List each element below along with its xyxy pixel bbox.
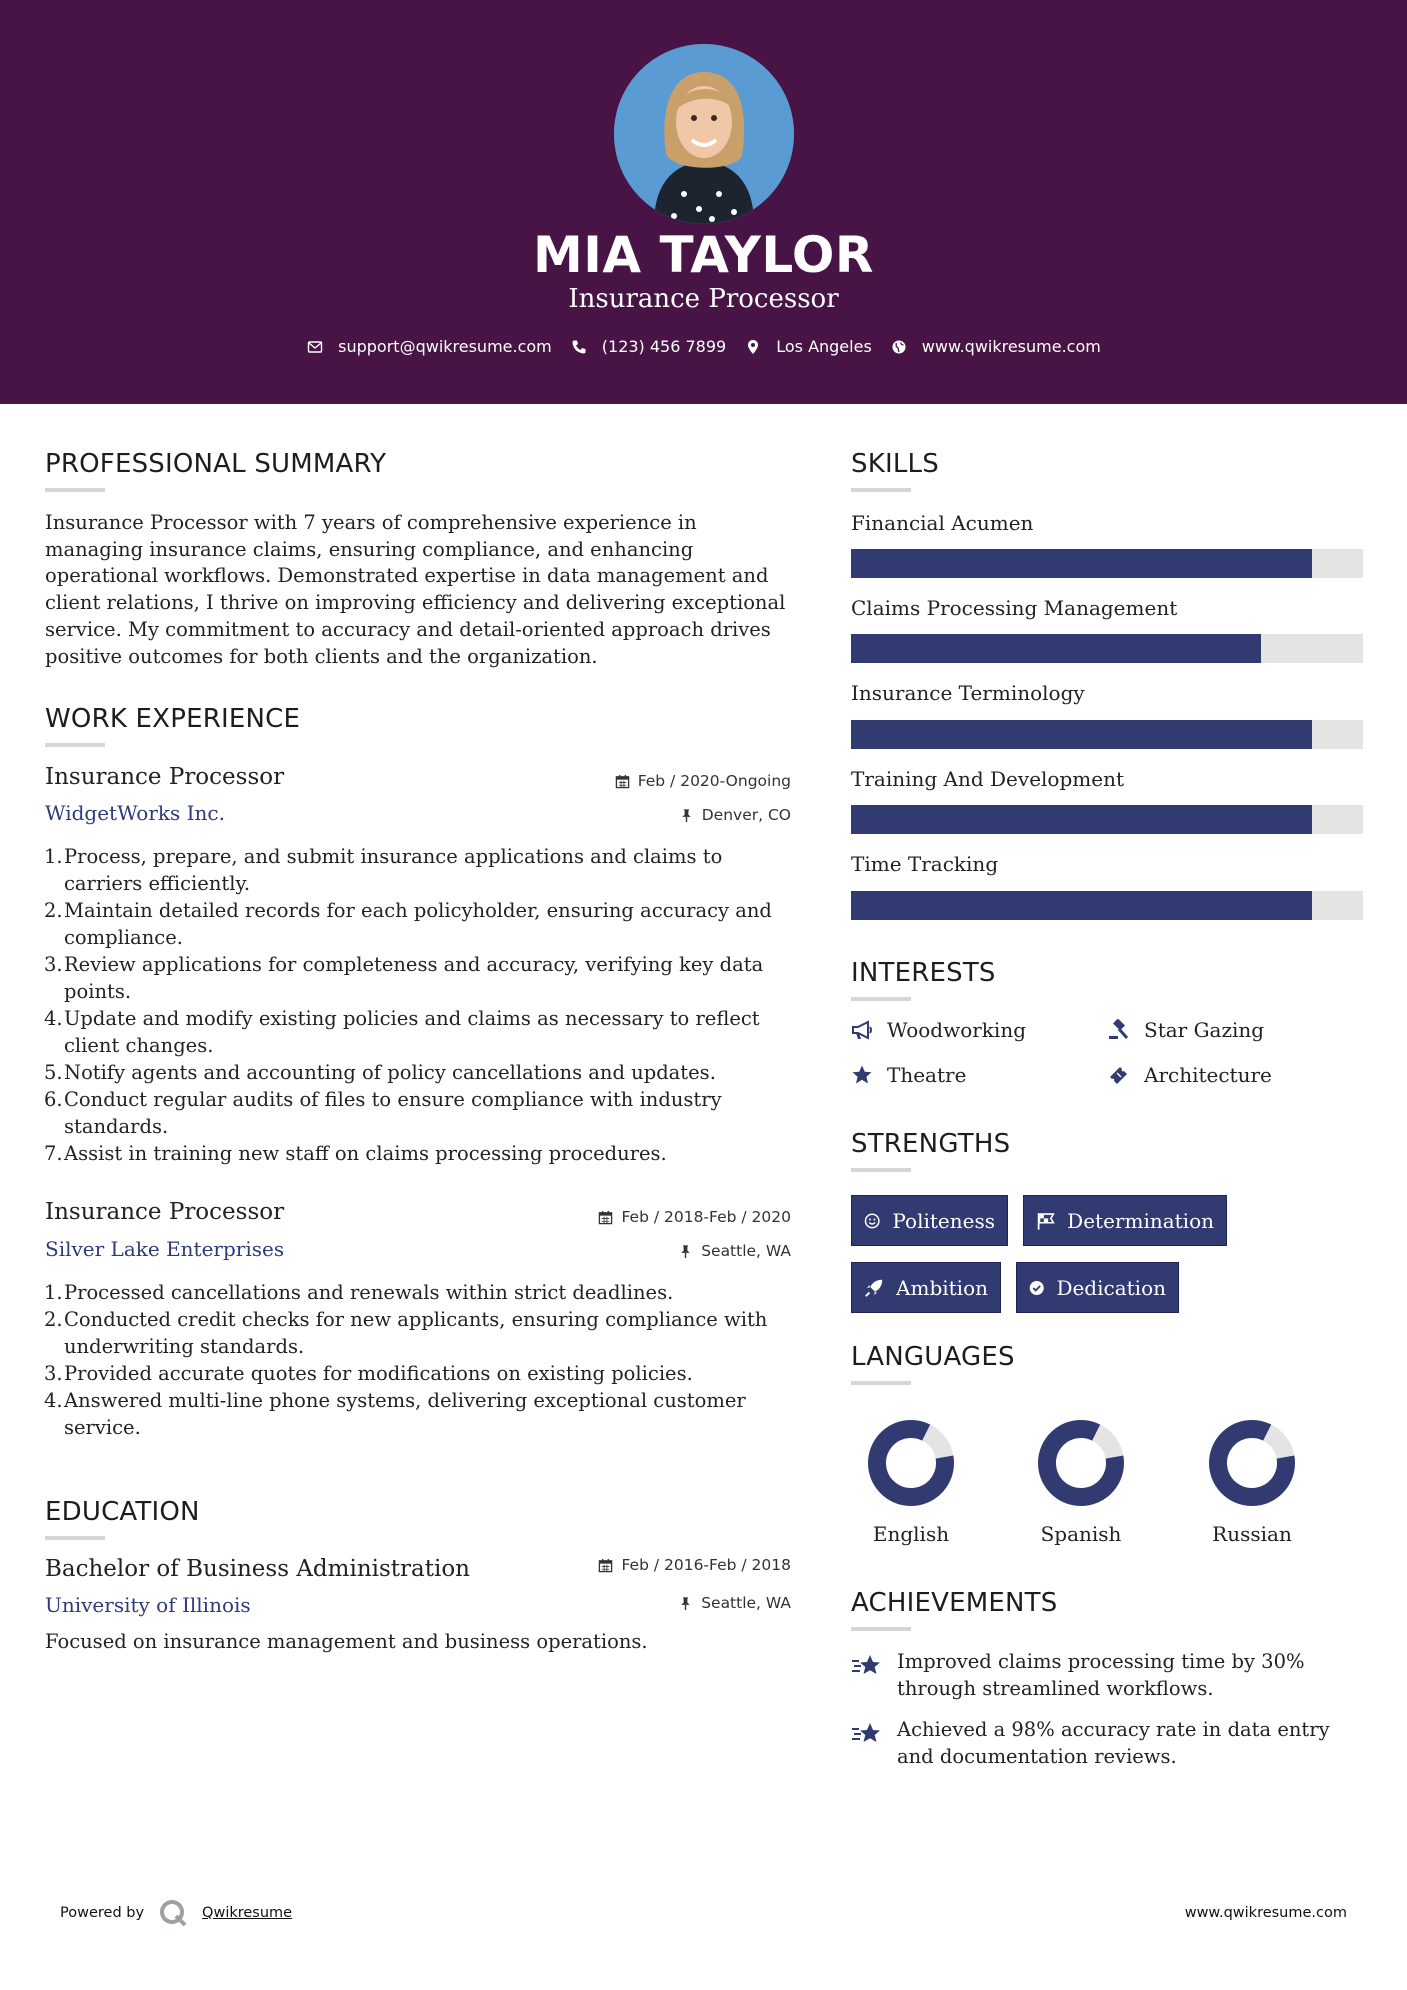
skill-label: Financial Acumen: [851, 511, 1034, 535]
gavel-icon: [1108, 1019, 1130, 1041]
interest-item-star-gazing: Star Gazing: [1108, 1018, 1264, 1042]
skill-bar: [851, 805, 1363, 834]
languages-heading-rule: [851, 1381, 911, 1385]
job-1-location: [679, 806, 791, 824]
contact-website-text: www.qwikresume.com: [921, 337, 1101, 356]
skill-bar-fill: [851, 549, 1312, 578]
job-2-dates: [598, 1208, 791, 1226]
languages-heading: LANGUAGES: [851, 1342, 1015, 1372]
achievement-item: Achieved a 98% accuracy rate in data entry and documentation reviews.: [851, 1716, 1371, 1770]
envelope-icon: [306, 338, 324, 356]
candidate-name: MIA TAYLOR: [533, 226, 874, 284]
qwikresume-link[interactable]: Qwikresume: [202, 1905, 293, 1921]
education-degree: Bachelor of Business Administration: [45, 1556, 470, 1582]
summary-heading-rule: [45, 488, 105, 492]
list-item: 3. Review applications for completeness and accuracy, verifying key data points.: [44, 953, 764, 1003]
contact-email-text: support@qwikresume.com: [338, 337, 552, 356]
skill-bar-fill: [851, 805, 1312, 834]
education-school[interactable]: University of Illinois: [45, 1593, 251, 1617]
list-item: 5. Notify agents and accounting of policy cancellations and updates.: [44, 1061, 716, 1084]
skill-bar: [851, 549, 1363, 578]
skills-heading: SKILLS: [851, 449, 939, 479]
strength-badge-politeness: Politeness: [851, 1195, 1008, 1246]
language-label: Spanish: [1040, 1522, 1122, 1546]
job-1-dates-text: Feb / 2020-Ongoing: [637, 772, 791, 790]
pushpin-icon: [678, 1244, 693, 1259]
job-2-bullets: [45, 1279, 805, 1441]
interest-item-architecture: Architecture: [1108, 1063, 1272, 1087]
job-2-company[interactable]: Silver Lake Enterprises: [45, 1237, 285, 1261]
skill-label: Time Tracking: [851, 852, 999, 876]
pushpin-icon: [679, 808, 694, 823]
shooting-star-icon: [851, 1652, 883, 1682]
list-item: 2. Conducted credit checks for new applicants, ensuring compliance with underwriting standards.: [44, 1308, 768, 1358]
job-2-location: [678, 1242, 791, 1260]
education-dates-text: Feb / 2016-Feb / 2018: [621, 1556, 791, 1574]
list-item: 3. Provided accurate quotes for modifications on existing policies.: [44, 1362, 693, 1385]
skill-bar-fill: [851, 720, 1312, 749]
calendar-icon: [598, 1210, 613, 1225]
skill-label: Claims Processing Management: [851, 596, 1178, 620]
ticket-icon: [1108, 1064, 1130, 1086]
contact-bar: [0, 337, 1407, 356]
education-note: Focused on insurance management and business operations.: [45, 1630, 648, 1653]
achievements-heading-rule: [851, 1627, 911, 1631]
skill-bar: [851, 634, 1363, 663]
calendar-icon: [598, 1558, 613, 1573]
job-2-title: Insurance Processor: [45, 1199, 285, 1225]
candidate-role: Insurance Processor: [568, 284, 839, 314]
qwikresume-logo-icon: [158, 1898, 188, 1928]
job-1-bullets: [45, 843, 805, 1167]
strengths-heading: STRENGTHS: [851, 1129, 1011, 1159]
resume-header: [0, 0, 1407, 404]
contact-phone-text: (123) 456 7899: [601, 337, 727, 356]
language-label: English: [872, 1522, 950, 1546]
job-1-dates: [615, 772, 791, 790]
language-proficiency-donut: [866, 1418, 956, 1508]
achievement-item: Improved claims processing time by 30% through streamlined workflows.: [851, 1648, 1371, 1702]
job-2-dates-text: Feb / 2018-Feb / 2020: [621, 1208, 791, 1226]
list-item: 4. Answered multi-line phone systems, delivering exceptional customer service.: [44, 1389, 746, 1439]
experience-heading: WORK EXPERIENCE: [45, 704, 301, 734]
interests-heading-rule: [851, 997, 911, 1001]
summary-heading: PROFESSIONAL SUMMARY: [45, 449, 387, 479]
list-item: 6. Conduct regular audits of files to ensure compliance with industry standards.: [44, 1088, 722, 1138]
check-circle-icon: [1029, 1277, 1044, 1299]
calendar-icon: [615, 774, 630, 789]
skill-bar-fill: [851, 634, 1261, 663]
footer-website[interactable]: www.qwikresume.com: [1184, 1905, 1347, 1921]
rocket-icon: [864, 1277, 884, 1299]
education-heading: EDUCATION: [45, 1497, 200, 1527]
job-2-location-text: Seattle, WA: [701, 1242, 791, 1260]
flag-icon: [1036, 1210, 1055, 1232]
profile-photo: [614, 44, 794, 224]
interest-item-woodworking: Woodworking: [851, 1018, 1026, 1042]
strengths-heading-rule: [851, 1168, 911, 1172]
contact-email[interactable]: [306, 337, 552, 356]
education-dates: [598, 1556, 791, 1574]
megaphone-icon: [851, 1019, 873, 1041]
phone-icon: [570, 338, 588, 356]
list-item: 7. Assist in training new staff on claims processing procedures.: [44, 1142, 667, 1165]
job-1-title: Insurance Processor: [45, 764, 285, 790]
contact-phone[interactable]: [570, 337, 726, 356]
interests-heading: INTERESTS: [851, 958, 996, 988]
pushpin-icon: [678, 1596, 693, 1611]
summary-text: Insurance Processor with 7 years of comprehensive experience in managing insurance claims, ensuring compliance, and enhancing operational workflows. Demonstrated expertise in data management and client relations, I thrive on improving efficiency and delivering exceptional service. My commitment to accuracy and detail-oriented approach drives positive outcomes for both clients and the organization.: [45, 511, 786, 668]
language-proficiency-donut: [1036, 1418, 1126, 1508]
job-1-company[interactable]: WidgetWorks Inc.: [45, 801, 225, 825]
skill-label: Insurance Terminology: [851, 681, 1085, 705]
shooting-star-icon: [851, 1720, 883, 1750]
globe-icon: [890, 338, 908, 356]
language-label: Russian: [1212, 1522, 1292, 1546]
powered-by: [60, 1898, 292, 1928]
contact-location-text: Los Angeles: [776, 337, 872, 356]
contact-website[interactable]: [890, 337, 1101, 356]
strength-badge-ambition: Ambition: [851, 1262, 1001, 1313]
list-item: 4. Update and modify existing policies and claims as necessary to reflect client changes.: [44, 1007, 760, 1057]
skill-bar: [851, 720, 1363, 749]
achievements-heading: ACHIEVEMENTS: [851, 1588, 1058, 1618]
list-item: 1. Process, prepare, and submit insurance applications and claims to carriers efficiently.: [44, 845, 723, 895]
contact-location: [744, 337, 872, 356]
strength-badge-determination: Determination: [1023, 1195, 1227, 1246]
skill-bar-fill: [851, 891, 1312, 920]
star-icon: [851, 1064, 873, 1086]
list-item: 2. Maintain detailed records for each policyholder, ensuring accuracy and compliance.: [44, 899, 772, 949]
experience-heading-rule: [45, 743, 105, 747]
education-location: [678, 1594, 791, 1612]
language-proficiency-donut: [1207, 1418, 1297, 1508]
education-heading-rule: [45, 1536, 105, 1540]
map-pin-icon: [744, 338, 762, 356]
job-1-location-text: Denver, CO: [701, 806, 791, 824]
list-item: 1. Processed cancellations and renewals within strict deadlines.: [44, 1281, 674, 1304]
smile-icon: [864, 1210, 880, 1232]
strength-badge-dedication: Dedication: [1016, 1262, 1179, 1313]
education-location-text: Seattle, WA: [701, 1594, 791, 1612]
skill-label: Training And Development: [851, 767, 1124, 791]
powered-by-label: Powered by: [60, 1905, 145, 1921]
skills-heading-rule: [851, 488, 911, 492]
skill-bar: [851, 891, 1363, 920]
interest-item-theatre: Theatre: [851, 1063, 966, 1087]
